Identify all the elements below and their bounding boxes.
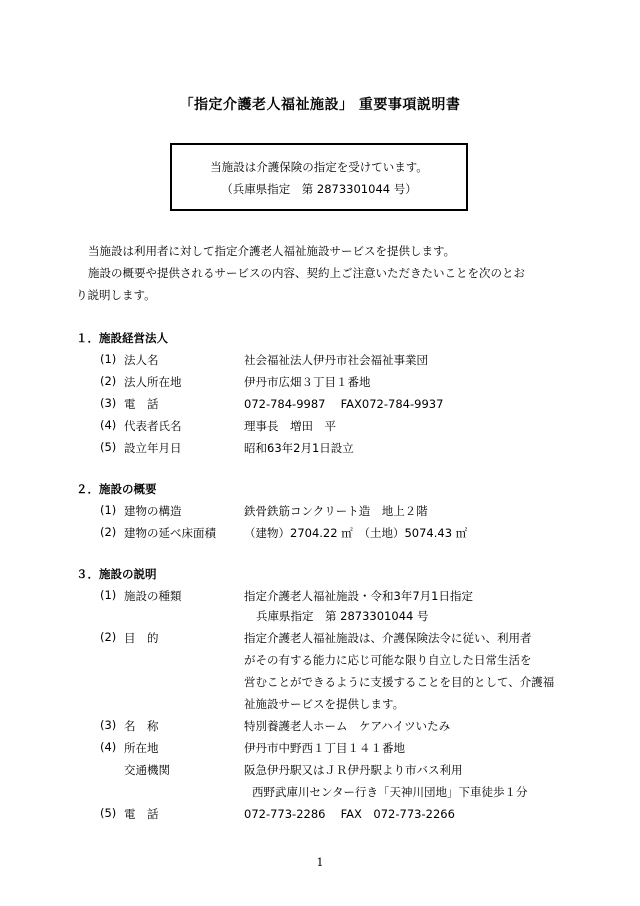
item-value: 阪急伊丹駅又はＪＲ伊丹駅より市バス利用: [244, 763, 463, 777]
notice-line-1: 当施設は介護保険の指定を受けています。: [210, 160, 428, 174]
item-value-continued: 兵庫県指定 第 2873301044 号: [256, 609, 429, 623]
notice-line-2: （兵庫県指定 第 2873301044 号）: [221, 182, 417, 196]
purpose-line: 営むことができるように支援することを目的として、介護福: [244, 675, 555, 689]
item-label: 設立年月日: [124, 441, 182, 455]
item-number: (2): [100, 374, 117, 388]
item-label: 法人所在地: [124, 375, 182, 389]
item-value: 理事長 増田 平: [244, 419, 336, 433]
intro-line-3: り説明します。: [76, 288, 156, 302]
item-value: 指定介護老人福祉施設・令和3年7月1日指定: [244, 589, 473, 603]
item-label: 名 称: [124, 719, 159, 733]
item-label: 電 話: [124, 397, 159, 411]
item-number: (4): [100, 418, 117, 432]
item-value: 072-784-9987 FAX072-784-9937: [244, 397, 444, 411]
item-number: (5): [100, 440, 117, 454]
item-label: 建物の構造: [124, 504, 182, 518]
item-value: 伊丹市中野西１丁目１４１番地: [244, 741, 405, 755]
page-number: 1: [316, 856, 324, 869]
purpose-line: 祉施設サービスを提供します。: [244, 697, 405, 711]
section-heading-facility-description: ３．施設の説明: [76, 567, 157, 581]
item-value: 072-773-2286 FAX 072-773-2266: [244, 807, 455, 821]
item-label: 施設の種類: [124, 589, 182, 603]
item-number: (1): [100, 352, 117, 366]
intro-line-2: 施設の概要や提供されるサービスの内容、契約上ご注意いただきたいことを次のとお: [88, 266, 525, 280]
purpose-line: がその有する能力に応じ可能な限り自立した日常生活を: [244, 653, 532, 667]
item-label: 建物の延べ床面積: [124, 526, 216, 540]
item-label: 目 的: [124, 631, 159, 645]
item-label-transport: 交通機関: [124, 763, 170, 777]
item-value: （建物）2704.22 ㎡ （土地）5074.43 ㎡: [244, 526, 468, 540]
item-value: 社会福祉法人伊丹市社会福祉事業団: [244, 353, 428, 367]
item-label: 代表者氏名: [124, 419, 182, 433]
item-number: (1): [100, 503, 117, 517]
item-value: 伊丹市広畑３丁目１番地: [244, 375, 371, 389]
item-value: 鉄骨鉄筋コンクリート造 地上２階: [244, 504, 428, 518]
item-value-continued: 西野武庫川センター行き「天神川団地」下車徒歩１分: [252, 785, 528, 799]
item-label: 電 話: [124, 807, 159, 821]
intro-line-1: 当施設は利用者に対して指定介護老人福祉施設サービスを提供します。: [88, 244, 456, 258]
item-number: (2): [100, 630, 117, 644]
item-number: (3): [100, 718, 117, 732]
section-heading-corporation: １．施設経営法人: [76, 331, 168, 345]
item-number: (2): [100, 525, 117, 539]
item-number: (5): [100, 806, 117, 820]
section-heading-facility-overview: ２．施設の概要: [76, 482, 157, 496]
item-number: (3): [100, 396, 117, 410]
purpose-line: 指定介護老人福祉施設は、介護保険法令に従い、利用者: [244, 631, 532, 645]
item-number: (1): [100, 588, 117, 602]
item-label: 法人名: [124, 353, 159, 367]
item-label: 所在地: [124, 741, 159, 755]
page-title: 「指定介護老人福祉施設」 重要事項説明書: [179, 97, 461, 113]
designation-notice-box: [170, 143, 468, 211]
item-number: (4): [100, 740, 117, 754]
item-value: 昭和63年2月1日設立: [244, 441, 354, 455]
item-value: 特別養護老人ホーム ケアハイツいたみ: [244, 719, 451, 733]
